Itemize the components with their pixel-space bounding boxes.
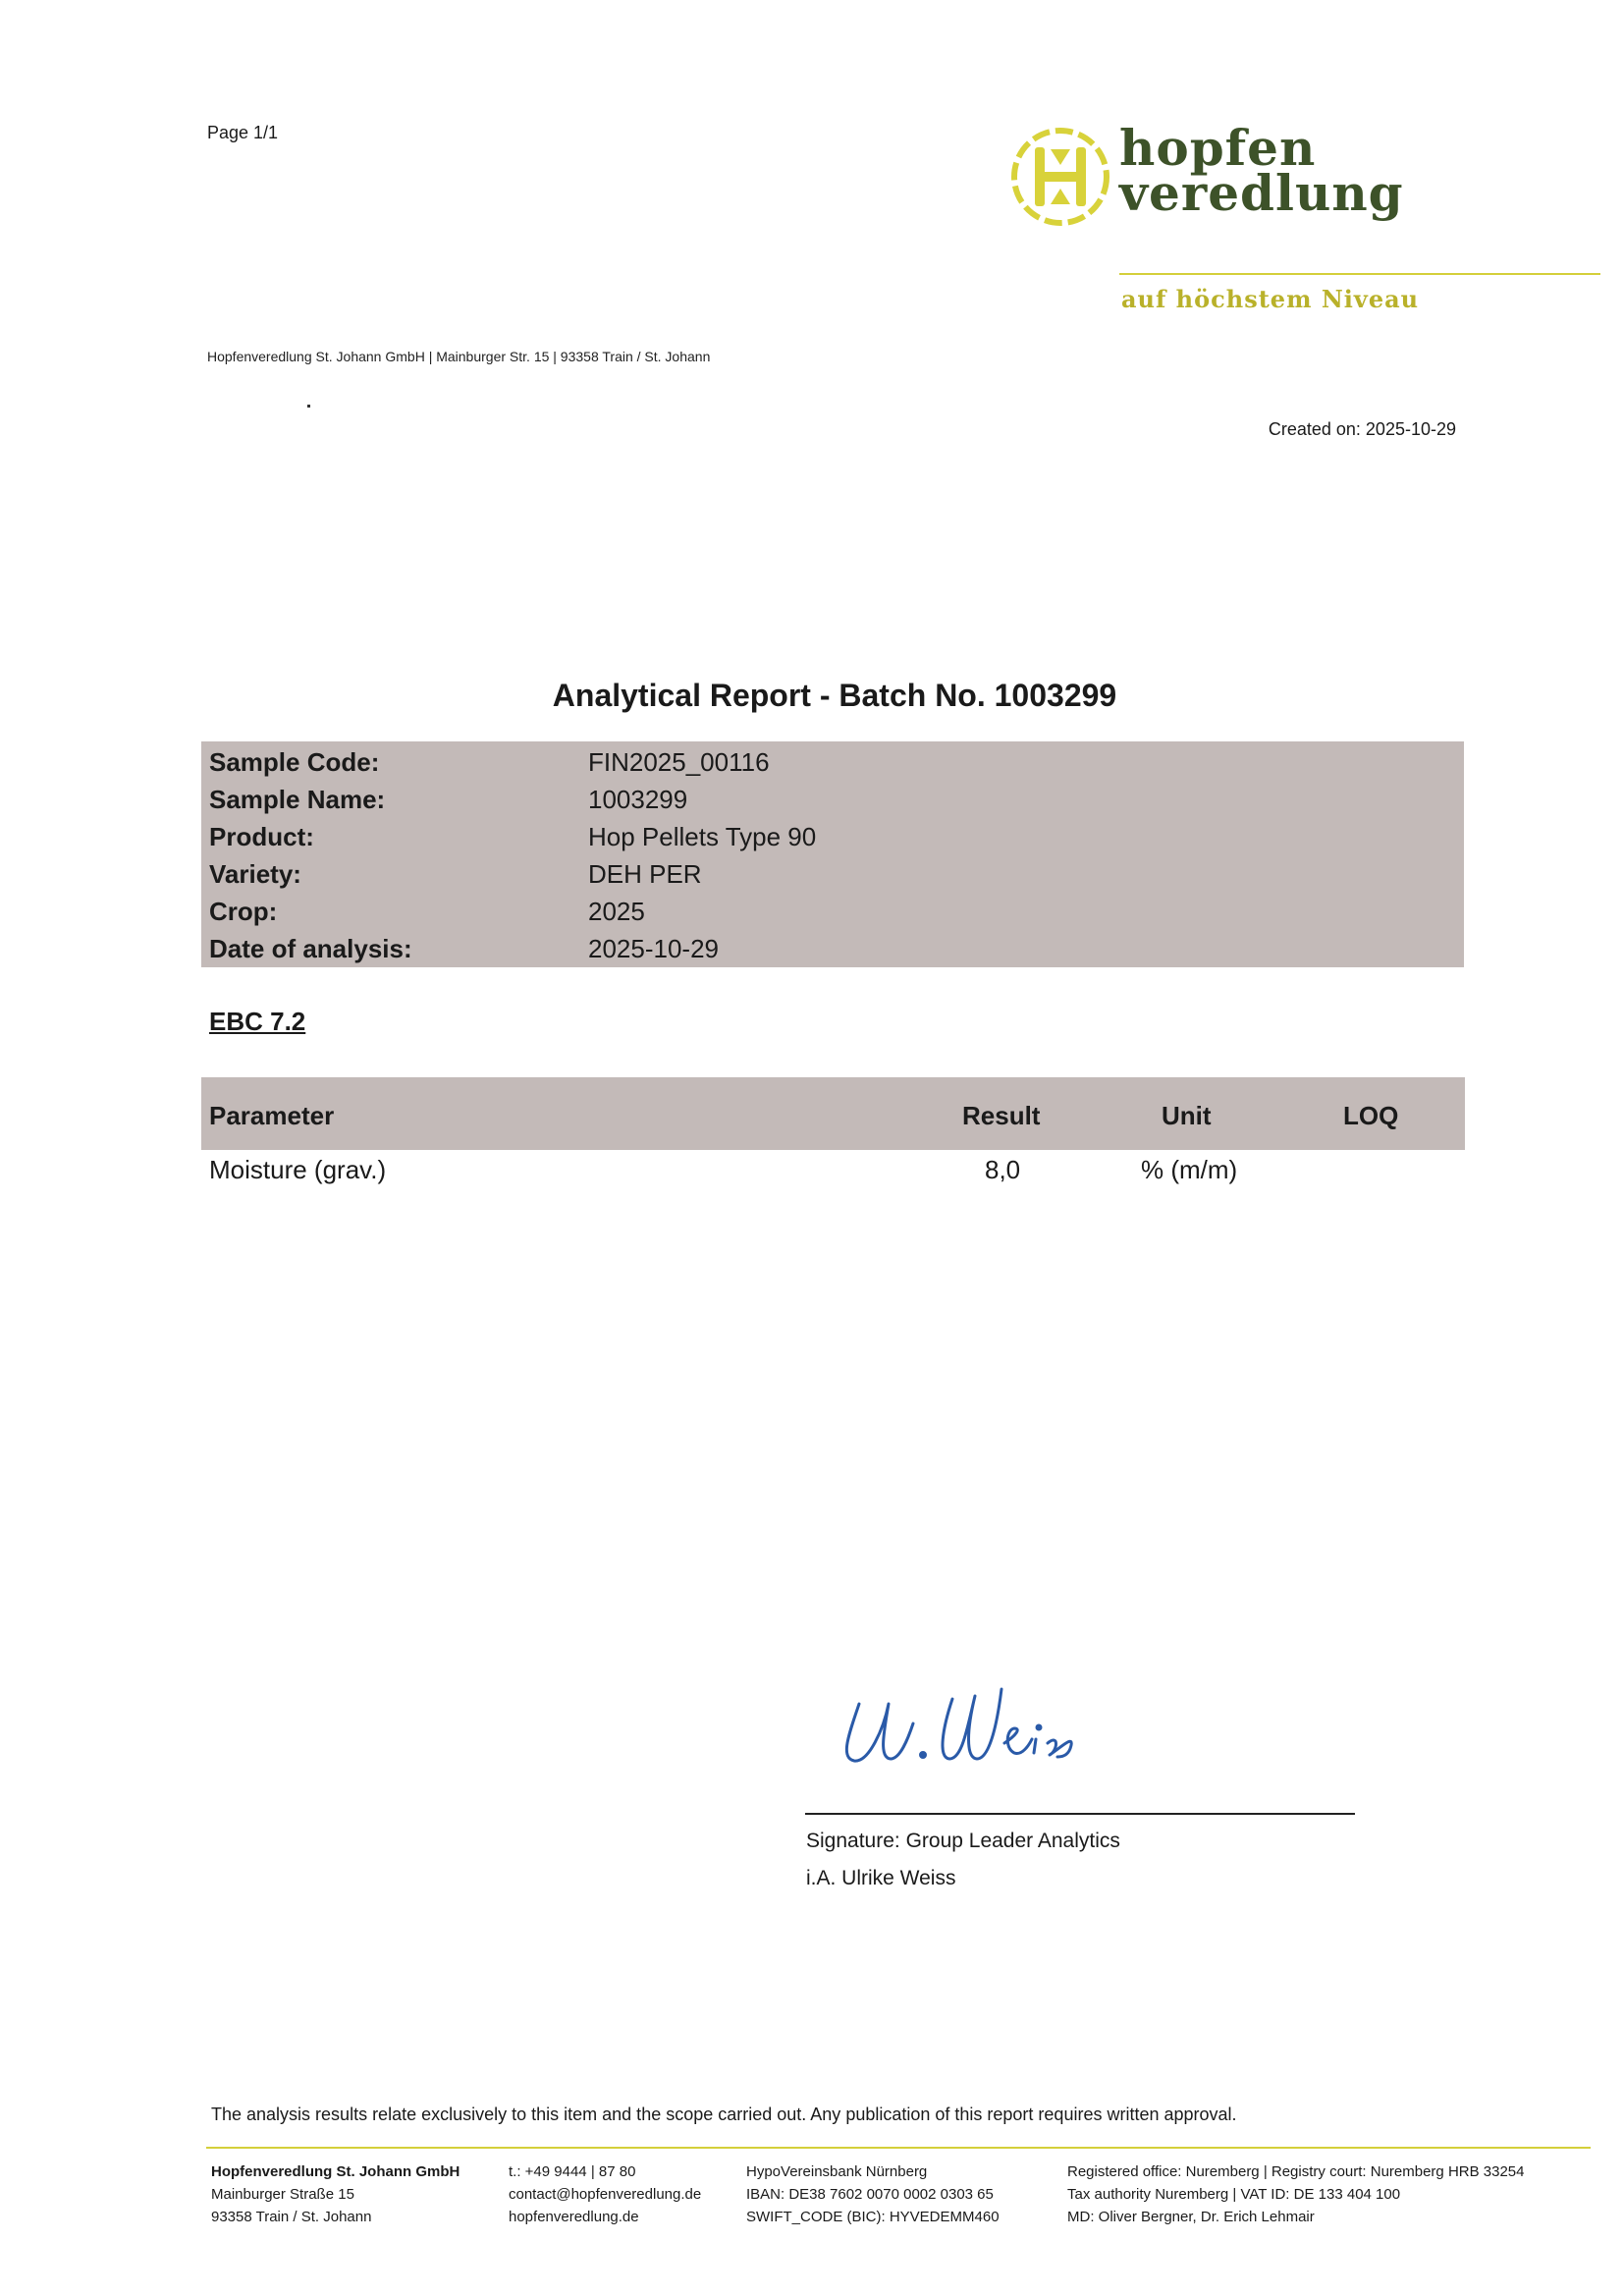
- results-table-header: [201, 1077, 1465, 1150]
- handwritten-signature: [830, 1674, 1114, 1782]
- info-label: Date of analysis:: [209, 934, 412, 963]
- logo-wordmark: [1119, 119, 1404, 222]
- info-row-crop: [209, 893, 1456, 930]
- hop-cone-logo-icon: [1011, 128, 1109, 226]
- footer-line: MD: Oliver Bergner, Dr. Erich Lehmair: [1067, 2209, 1315, 2225]
- info-label: Product:: [209, 822, 314, 851]
- info-value: 1003299: [588, 785, 688, 814]
- disclaimer: The analysis results relate exclusively to this item and the scope carried out. Any publication of this report requires written approval.: [211, 2105, 1237, 2124]
- sample-info-box: [201, 741, 1464, 967]
- footer-line: IBAN: DE38 7602 0070 0002 0303 65: [746, 2186, 994, 2203]
- signatory-name: i.A. Ulrike Weiss: [806, 1867, 956, 1889]
- info-label: Variety:: [209, 859, 301, 889]
- info-value: FIN2025_00116: [588, 747, 770, 777]
- footer-line: Mainburger Straße 15: [211, 2186, 354, 2203]
- page-label: Page 1/1: [207, 123, 279, 142]
- report-title: Analytical Report - Batch No. 1003299: [552, 678, 1117, 713]
- header-unit: Unit: [1162, 1101, 1212, 1130]
- footer-line: Hopfenveredlung St. Johann GmbH: [211, 2163, 460, 2180]
- info-label: Sample Code:: [209, 747, 380, 777]
- info-value: Hop Pellets Type 90: [588, 822, 817, 851]
- footer-line: contact@hopfenveredlung.de: [509, 2186, 702, 2203]
- footer-line: Registered office: Nuremberg | Registry court: Nuremberg HRB 33254: [1067, 2163, 1525, 2180]
- info-row-sample-code: [209, 743, 1456, 781]
- logo-tagline: auf höchstem Niveau: [1121, 285, 1420, 313]
- footer-line: hopfenveredlung.de: [509, 2209, 639, 2225]
- footer-contact: [509, 2160, 701, 2228]
- cell-result: 8,0: [985, 1155, 1021, 1184]
- sender-address: Hopfenveredlung St. Johann GmbH | Mainburger Str. 15 | 93358 Train / St. Johann: [207, 349, 711, 364]
- stray-dot: [307, 405, 310, 408]
- info-value: 2025: [588, 897, 645, 926]
- method-heading: EBC 7.2: [209, 1007, 306, 1036]
- footer-divider: [206, 2147, 1591, 2149]
- cell-parameter: Moisture (grav.): [209, 1155, 387, 1184]
- created-date: Created on: 2025-10-29: [1268, 419, 1456, 439]
- info-row-product: [209, 818, 1456, 855]
- header-loq: LOQ: [1343, 1101, 1399, 1130]
- info-value: DEH PER: [588, 859, 702, 889]
- signature-caption: Signature: Group Leader Analytics: [806, 1830, 1120, 1852]
- info-label: Crop:: [209, 897, 278, 926]
- info-row-date-of-analysis: [209, 930, 1456, 967]
- logo-line-2: veredlung: [1119, 164, 1404, 222]
- footer-line: HypoVereinsbank Nürnberg: [746, 2163, 928, 2180]
- footer-bank: [746, 2160, 1000, 2228]
- footer-line: Tax authority Nuremberg | VAT ID: DE 133 404 100: [1067, 2186, 1401, 2203]
- info-row-variety: [209, 855, 1456, 893]
- info-value: 2025-10-29: [588, 934, 719, 963]
- footer-line: 93358 Train / St. Johann: [211, 2209, 372, 2225]
- header-result: Result: [962, 1101, 1041, 1130]
- footer-line: t.: +49 9444 | 87 80: [509, 2163, 636, 2180]
- info-label: Sample Name:: [209, 785, 386, 814]
- footer-line: SWIFT_CODE (BIC): HYVEDEMM460: [746, 2209, 1000, 2225]
- signature-line: [805, 1813, 1355, 1815]
- header-parameter: Parameter: [209, 1101, 335, 1130]
- cell-unit: % (m/m): [1141, 1155, 1238, 1184]
- footer-registration: [1067, 2160, 1525, 2228]
- footer-company: [211, 2160, 460, 2228]
- logo-divider: [1119, 273, 1600, 275]
- info-row-sample-name: [209, 781, 1456, 818]
- logo-line-1: hopfen: [1119, 119, 1317, 177]
